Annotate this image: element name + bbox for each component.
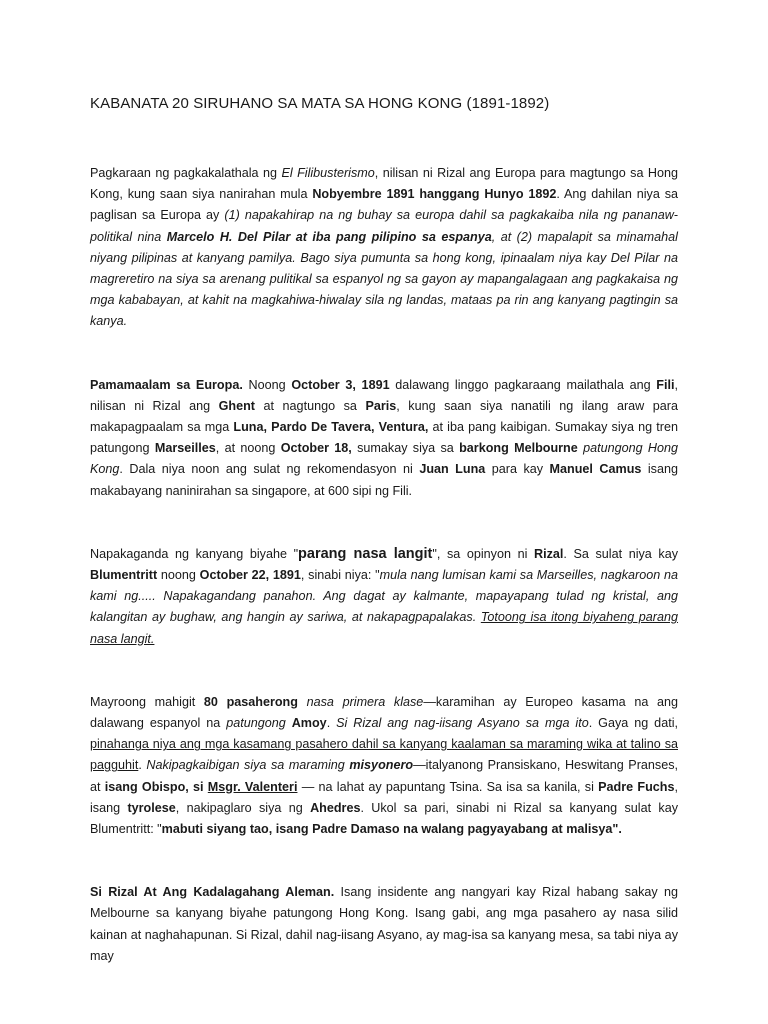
text-run: — na lahat ay papuntang Tsina. Sa isa sa kanila, si [297, 779, 599, 794]
text-run: at nagtungo sa [255, 398, 366, 413]
text-run: . Gaya ng dati, [588, 716, 678, 731]
text-run: . Sa sulat niya kay [563, 546, 679, 561]
paragraph-gap [90, 650, 678, 692]
text-run: . Ukol sa pari, sinabi ni Rizal sa kanyang sulat kay Blumentritt: " [90, 800, 679, 837]
text-run: , nilisan ni Rizal ang Europa para magtungo sa Hong Kong, kung saan siya nanirahan mula [90, 166, 678, 202]
text-run: Ahedres [310, 800, 361, 815]
paragraph-gap [90, 502, 678, 544]
text-run: . Ang dahilan niya sa paglisan sa Europa ay [90, 187, 678, 223]
text-run: October 18, [280, 441, 352, 456]
text-run: Pamamaalam sa Europa. [90, 377, 243, 392]
paragraph-gap [90, 840, 678, 882]
text-run: . [326, 716, 337, 731]
text-run: . [138, 758, 147, 773]
text-run: mula nang lumisan kami sa Marseilles, nagkaroon na kami ng..... Napakagandang panahon. Ang dagat ay kalmante, mapayapang tulad ng kristal, ang kalangitan ay bughaw, ang hangin ay sariwa, at nakapagpapalakas. [90, 568, 678, 625]
text-run: patungong [226, 716, 286, 731]
text-run: , at noong [215, 441, 281, 456]
paragraph-biyahe [90, 544, 678, 650]
text-run: Rizal [533, 546, 564, 561]
text-run: isang makabayang naninirahan sa singapore, at 600 sipi ng Fili. [90, 462, 678, 498]
chapter-title: KABANATA 20 SIRUHANO SA MATA SA HONG KONG (1891-1892) [90, 95, 550, 112]
text-run: pinahanga niya ang mga kasamang pasahero dahil sa kanyang kaalaman sa maraming wika at talino sa pagguhit [90, 737, 678, 773]
text-run: tyrolese [127, 800, 176, 815]
text-run: —karamihan ay Europeo kasama na ang dalawang espanyol na [90, 694, 678, 731]
paragraph-pamamaalam [90, 375, 678, 502]
text-run: Manuel Camus [549, 462, 642, 477]
text-run: Isang insidente ang nangyari kay Rizal habang sakay ng Melbourne sa kanyang biyahe patungong Hong Kong. Isang gabi, ang mga pasahero ay nasa silid kainan at naghahapunan. Si Rizal, dahil nag-iisang Asyano, ay mag-isa sa kanyang mesa, sa tabi niya ay may [90, 885, 678, 963]
text-run: , nakipaglaro siya ng [175, 800, 311, 815]
text-run: para kay [485, 462, 550, 477]
text-run: 80 pasaherong [203, 694, 298, 709]
text-run: misyonero [349, 758, 414, 773]
text-run: Si Rizal ang nag-iisang Asyano sa mga ito [336, 716, 589, 731]
text-run: (1) napakahirap na ng buhay sa europa dahil sa pagkakaiba nila ng pananaw-politikal nina [90, 208, 678, 244]
text-run: Totoong isa itong biyaheng parang nasa langit. [90, 610, 679, 646]
text-run: Ghent [218, 398, 255, 413]
text-run: , isang [90, 779, 678, 815]
text-run: mabuti siyang tao, isang Padre Damaso na walang pagyayabang at malisya". [161, 822, 622, 837]
text-run: barkong Melbourne [459, 441, 578, 456]
text-run: El Filibusterismo [281, 166, 375, 180]
text-run: Noong [242, 377, 292, 392]
text-run: Pagkaraan ng pagkakalathala ng [90, 166, 282, 180]
text-run: Marcelo H. Del Pilar at iba pang pilipino sa espanya [166, 229, 492, 244]
text-run: at iba pang kaibigan. Sumakay siya ng tren patungong [90, 420, 678, 456]
text-run: patungong Hong Kong [90, 441, 679, 477]
text-run: Blumentritt [90, 568, 158, 583]
text-run: parang nasa langit [298, 545, 433, 562]
text-run: Fili [656, 377, 675, 392]
paragraph-aleman [90, 882, 678, 967]
text-run: Juan Luna [419, 462, 486, 477]
text-run: Si Rizal At Ang Kadalagahang Aleman. [90, 885, 335, 900]
text-run: Amoy [291, 716, 327, 731]
text-run [298, 695, 307, 709]
text-run: —italyanong Pransiskano, Heswitang Pranses, at [90, 758, 678, 794]
text-run: ", sa opinyon ni [432, 546, 534, 561]
paragraph-pasahero [90, 692, 678, 840]
text-run: , at (2) mapalapit sa minamahal niyang pilipinas at kanyang pamilya. Bago siya pumunta sa hong kong, ipinaalam niya kay Del Pilar na magreretiro na siya sa arenang pulitikal sa espanyol ng sa gayon ay mapangalagaan ang pagkakaisa ng mga kababayan, at kahit na magkahiwa-hiwalay sila ng landas, mataas pa rin ang kanyang pagtingin sa kanya. [90, 229, 678, 329]
text-run: , nilisan ni Rizal ang [90, 377, 678, 413]
text-run: nasa primera klase [306, 694, 424, 709]
text-run: Luna, Pardo De Tavera, Ventura, [233, 420, 429, 435]
text-run: Msgr. Valenteri [207, 779, 298, 794]
text-run: dalawang linggo pagkaraang mailathala ang [389, 377, 657, 392]
text-run: October 22, 1891 [199, 568, 301, 583]
text-run: isang Obispo, si [104, 779, 208, 794]
text-run: sumakay siya sa [351, 441, 460, 456]
text-run: Padre Fuchs [598, 779, 675, 794]
paragraph-intro [90, 163, 678, 333]
paragraph-gap [90, 333, 678, 375]
text-run: Nakipagkaibigan siya sa maraming [146, 758, 345, 773]
text-run: Mayroong mahigit [90, 694, 204, 709]
text-run: noong [157, 568, 200, 583]
text-run: Napakaganda ng kanyang biyahe " [90, 546, 299, 561]
text-run: Nobyembre 1891 hanggang Hunyo 1892 [312, 187, 557, 202]
text-run: . Dala niya noon ang sulat ng rekomendasyon ni [119, 462, 420, 477]
text-run: Marseilles [154, 441, 216, 456]
text-run: October 3, 1891 [291, 377, 390, 392]
text-run: Paris [365, 398, 397, 413]
text-run: , sinabi niya: " [300, 568, 380, 583]
text-run: , kung saan siya nanatili ng ilang araw para makapagpaalam sa mga [90, 398, 678, 435]
